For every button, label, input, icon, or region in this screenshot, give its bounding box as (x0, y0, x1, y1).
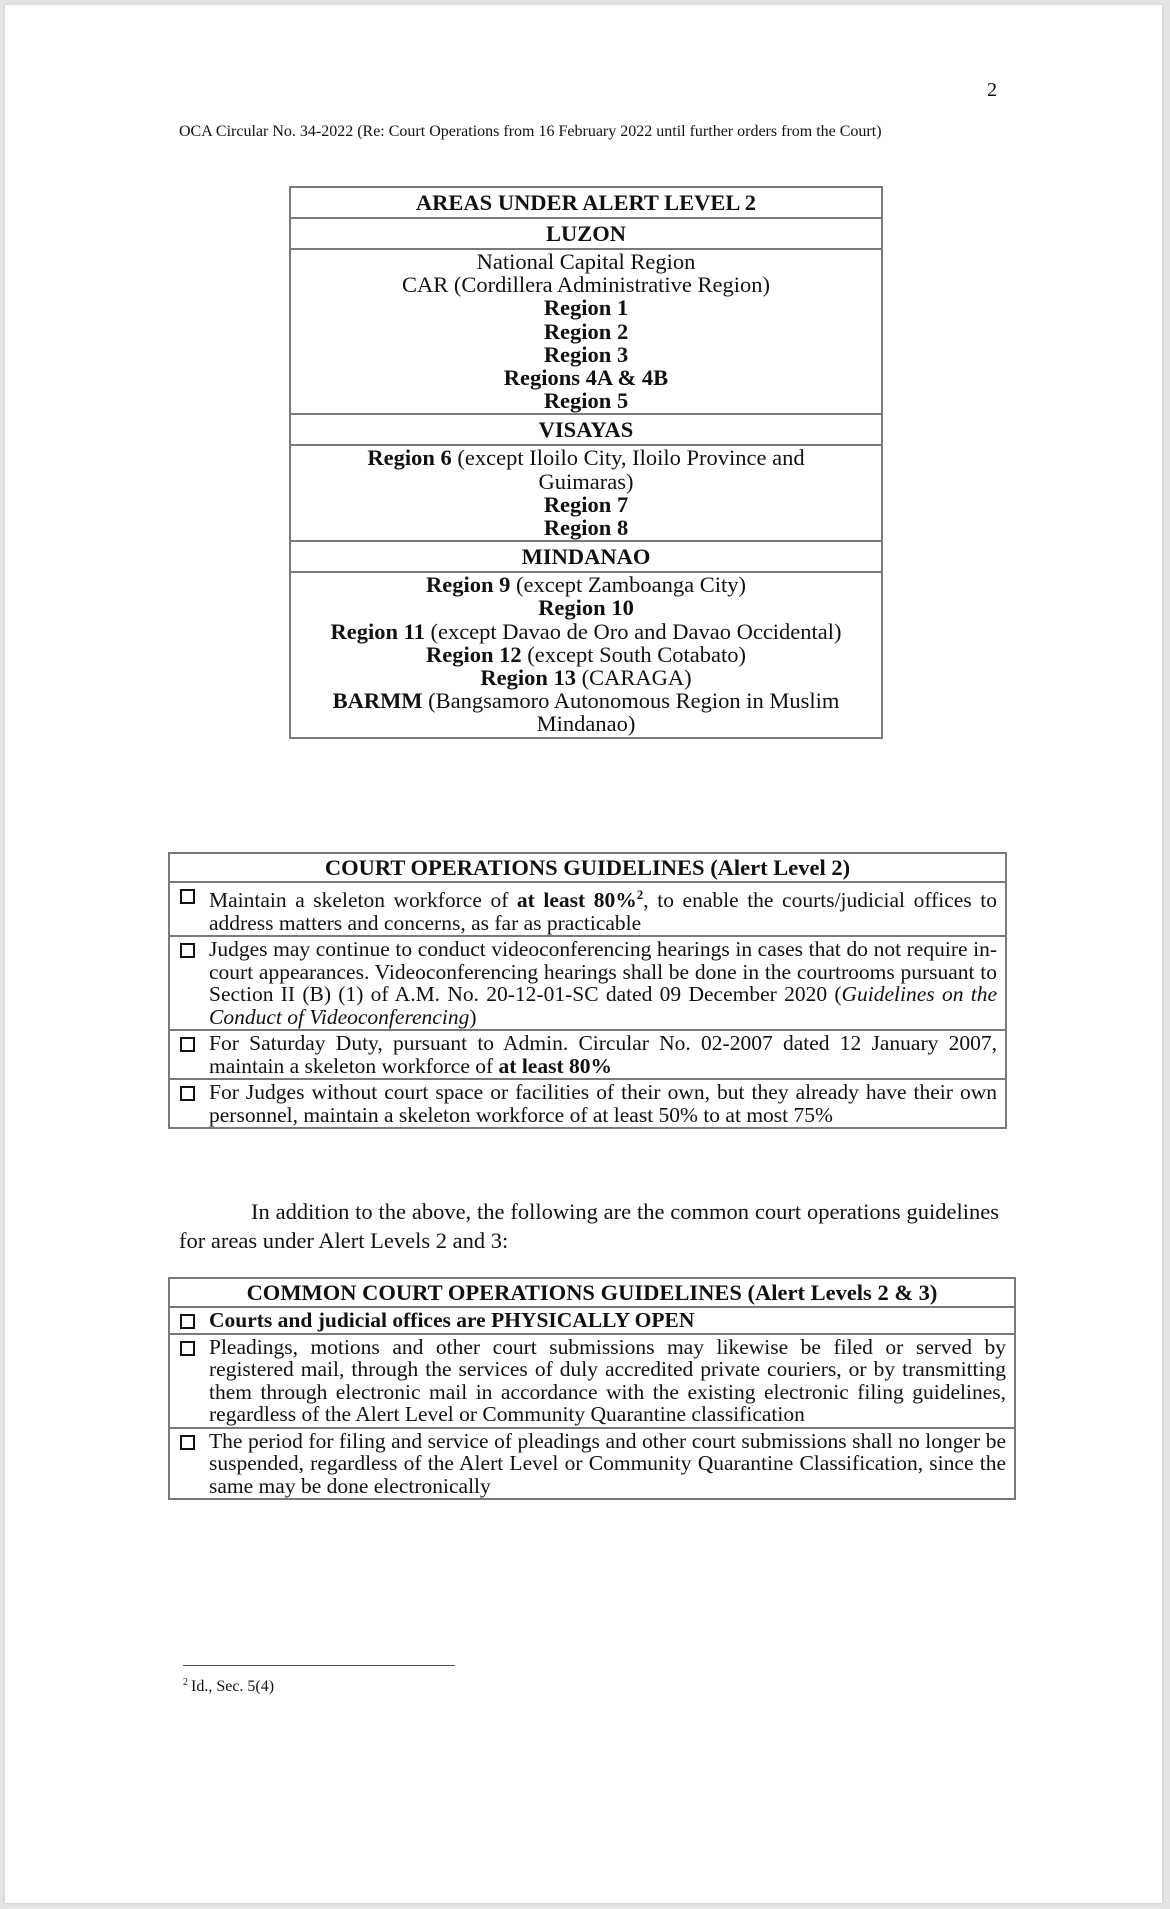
guideline-row (169, 882, 1006, 936)
common-guidelines-title: COMMON COURT OPERATIONS GUIDELINES (Alert Levels 2 & 3) (169, 1278, 1015, 1307)
footnote-marker: 2 (183, 1677, 188, 1688)
checkbox-icon (180, 1086, 195, 1101)
areas-table (289, 186, 883, 739)
region-line: Regions 4A & 4B (503, 365, 669, 391)
document-page (5, 5, 1162, 1903)
common-guideline-text: Pleadings, motions and other court submissions may likewise be filed or served by registered mail, through the services of duly accredited private couriers, or by transmitting them through electronic mail in accordance with the existing electronic filing guidelines, regardless of the Alert Level or Community Quarantine classification (209, 1334, 1006, 1426)
footnote-reference[interactable]: 2 (636, 887, 644, 902)
common-guideline-row (169, 1307, 1015, 1334)
guideline-row (169, 1030, 1006, 1079)
checkbox-icon (180, 1435, 195, 1450)
visayas-regions (290, 445, 882, 541)
page-number: 2 (987, 79, 997, 101)
checkbox-icon (180, 889, 195, 904)
checkbox-icon (180, 1341, 195, 1356)
common-guideline-text: The period for filing and service of pleadings and other court submissions shall no longer be suspended, regardless of the Alert Level or Community Quarantine Classification, since the same may be done electronically (209, 1428, 1006, 1498)
body-paragraph: In addition to the above, the following are the common court operations guidelines for areas under Alert Levels 2 and 3: (179, 1199, 999, 1253)
footnote (183, 1677, 274, 1696)
guideline-row (169, 936, 1006, 1030)
luzon-heading: LUZON (290, 218, 882, 249)
region-line: Region 11 (except Davao de Oro and Davao Occidental) (330, 618, 842, 644)
guidelines-table (168, 852, 1007, 1129)
region-line: Region 8 (543, 515, 629, 541)
checkbox-icon (180, 943, 195, 958)
region-line: Region 9 (except Zamboanga City) (426, 572, 746, 598)
guideline-text: For Saturday Duty, pursuant to Admin. Circular No. 02-2007 dated 12 January 2007, maintain a skeleton workforce of at least 80% (209, 1031, 997, 1078)
mindanao-regions (290, 572, 882, 737)
footnote-text: Id., Sec. 5(4) (191, 1678, 275, 1695)
guideline-text: For Judges without court space or facilities of their own, but they already have their own personnel, maintain a skeleton workforce of at least 50% to at most 75% (209, 1080, 997, 1127)
region-line: Region 5 (543, 388, 629, 414)
guideline-text: Judges may continue to conduct videoconferencing hearings in cases that do not require in-court appearances. Videoconferencing hearings shall be done in the courtrooms pursuant to Section II (B) (1) of A.M. No. 20-12-01-SC dated 09 December 2020 (Guidelines on the Conduct of Videoconferencing) (209, 937, 997, 1029)
mindanao-heading: MINDANAO (290, 541, 882, 572)
region-line: National Capital Region (476, 249, 696, 274)
checkbox-icon (180, 1037, 195, 1052)
region-line: Region 3 (543, 341, 629, 367)
region-line: BARMM (Bangsamoro Autonomous Region in Muslim Mindanao) (332, 688, 840, 737)
region-line: CAR (Cordillera Administrative Region) (401, 272, 771, 298)
common-guidelines-table (168, 1277, 1016, 1500)
common-guideline-text: Courts and judicial offices are PHYSICALLY OPEN (209, 1308, 695, 1332)
region-line: Region 1 (543, 295, 629, 321)
footnote-separator (183, 1665, 455, 1666)
running-header: OCA Circular No. 34-2022 (Re: Court Operations from 16 February 2022 until further orders from the Court) (179, 123, 882, 140)
region-line: Region 6 (except Iloilo City, Iloilo Province and Guimaras) (367, 445, 805, 494)
region-line: Region 10 (538, 595, 634, 621)
region-line: Region 13 (CARAGA) (480, 665, 692, 691)
common-guideline-row (169, 1428, 1015, 1500)
guidelines-table-title: COURT OPERATIONS GUIDELINES (Alert Level 2) (169, 853, 1006, 882)
region-line: Region 2 (543, 318, 629, 344)
guideline-text: Maintain a skeleton workforce of at least 80%$^2$, to enable the courts/judicial offices to address matters and concerns, as far as practicable (209, 887, 997, 935)
region-line: Region 7 (543, 491, 629, 517)
areas-table-title: AREAS UNDER ALERT LEVEL 2 (290, 187, 882, 218)
common-guideline-row (169, 1334, 1015, 1428)
guideline-row (169, 1079, 1006, 1128)
checkbox-icon (180, 1314, 195, 1329)
luzon-regions (290, 249, 882, 414)
visayas-heading: VISAYAS (290, 414, 882, 445)
region-line: Region 12 (except South Cotabato) (426, 641, 746, 667)
